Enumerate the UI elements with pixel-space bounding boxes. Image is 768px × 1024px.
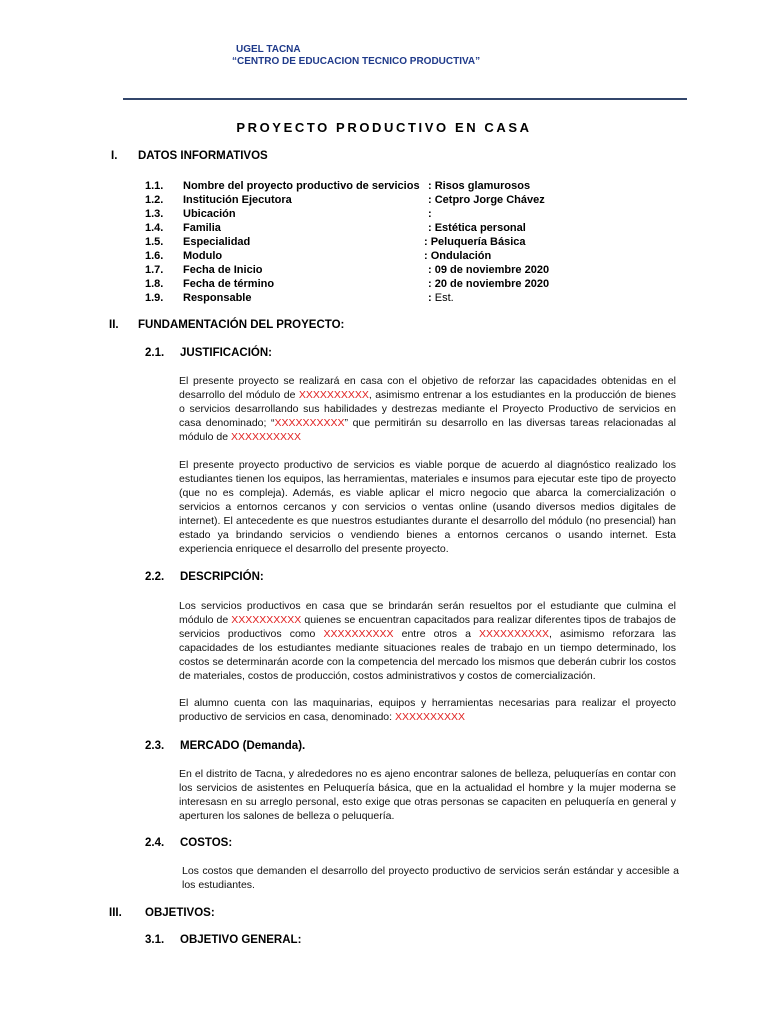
section-1-title: DATOS INFORMATIVOS xyxy=(138,150,268,162)
info-row-number: 1.4. xyxy=(145,222,164,234)
paragraph-text: El alumno cuenta con las maquinarias, equipos y herramientas necesarias para realizar el proyecto productivo de servicios en casa, denominado: xyxy=(179,697,676,723)
info-row-number: 1.3. xyxy=(145,208,164,220)
section-3-number: III. xyxy=(109,907,122,919)
info-row-value: : 09 de noviembre 2020 xyxy=(428,264,550,276)
info-row-number: 1.5. xyxy=(145,236,164,248)
paragraph-text: ” que permitirán su desarrollo en las diversas tareas relacionadas al módulo de xyxy=(179,417,676,443)
info-row-value-colon: : xyxy=(428,292,432,304)
paragraph-text: Los servicios productivos en casa que se brindarán serán resueltos por el estudiante que culmina el módulo de xyxy=(179,600,676,626)
info-row-value: : 20 de noviembre 2020 xyxy=(428,278,550,290)
section-2-number: II. xyxy=(109,319,119,331)
info-table xyxy=(145,179,645,305)
info-row xyxy=(145,235,645,249)
info-row-label: Modulo xyxy=(183,250,223,262)
subsection-2-1-number: 2.1. xyxy=(145,347,165,359)
info-row-value: : Risos glamurosos xyxy=(428,180,531,192)
placeholder-text: XXXXXXXXXX xyxy=(230,431,301,443)
info-row-number: 1.9. xyxy=(145,292,164,304)
info-row-label: Institución Ejecutora xyxy=(183,194,292,206)
subsection-2-2-title: DESCRIPCIÓN: xyxy=(180,571,264,583)
section-1-number: I. xyxy=(111,150,118,162)
info-row-label: Familia xyxy=(183,222,221,234)
justification-paragraph-2: El presente proyecto productivo de servicios es viable porque de acuerdo al diagnóstico realizado los estudiantes tienen los equipos, las herramientas, materiales e insumos para ejecutar este tipo de proyecto (que no es compleja). Además, es viable aplicar el micro negocio que abarca la comercialización o servicios a entornos cercanos y con servicios o ventas online (usando diversos medios digitales de internet). El antecedente es que nuestros estudiantes durante el desarrollo del módulo (no presencial) han estado ya brindando servicios o vendiendo bienes a entornos cercanos o usando internet. Esta experiencia enriquece el desarrollo del presente proyecto. xyxy=(179,459,676,555)
placeholder-text: XXXXXXXXXX xyxy=(394,711,466,723)
section-3-title: OBJETIVOS: xyxy=(145,907,215,919)
subsection-3-1-title: OBJETIVO GENERAL: xyxy=(180,934,302,946)
placeholder-text: XXXXXXXXXX xyxy=(479,628,550,640)
header-divider xyxy=(123,98,687,100)
org-name: UGEL TACNA xyxy=(236,44,301,55)
paragraph-text: El presente proyecto se realizará en casa con el objetivo de reforzar las capacidades obtenidas en el desarrollo del módulo de xyxy=(179,375,676,401)
info-row-label: Responsable xyxy=(183,292,252,304)
info-row-label: Fecha de Inicio xyxy=(183,264,263,276)
paragraph-text: entre otros a xyxy=(393,628,479,640)
info-row-label: Ubicación xyxy=(183,208,236,220)
market-paragraph: En el distrito de Tacna, y alrededores no es ajeno encontrar salones de belleza, peluquerías en contar con los servicios de asistentes en Peluquería básica, que en la actualidad el hombre y la mujer moderna se interesasn en su arreglo personal, esto exige que otras personas se capaciten en peluquería en general y aperturen los salones de belleza o peluquería. xyxy=(179,768,676,822)
paragraph-text: , asimismo reforzara las capacidades de los estudiantes mediante situaciones reales de trabajo en un tiempo determinado, los costos se determinarán acorde con la competencia del mercado los mismos que deberán cubrir los costos de materiales, costos de producción, costos administrativos y costos de comercialización. xyxy=(179,628,676,682)
paragraph-text: quienes se encuentran capacitados para realizar diferentes tipos de trabajos de servicios productivos como xyxy=(179,614,676,640)
info-row-number: 1.1. xyxy=(145,180,164,192)
info-row-number: 1.6. xyxy=(145,250,164,262)
paragraph-text: , asimismo entrenar a los estudiantes en la producción de bienes o servicios desarrollando sus habilidades y destrezas mediante el Proyecto Productivo de servicios en casa denominado; “ xyxy=(179,389,677,429)
info-row-value: : Ondulación xyxy=(424,250,492,262)
info-row-number: 1.2. xyxy=(145,194,164,206)
info-row-label: Especialidad xyxy=(183,236,251,248)
info-row xyxy=(145,249,645,263)
info-row xyxy=(145,277,645,291)
description-paragraph-1 xyxy=(179,599,676,683)
document-title: PROYECTO PRODUCTIVO EN CASA xyxy=(236,120,532,135)
info-row xyxy=(145,193,645,207)
subsection-2-4-number: 2.4. xyxy=(145,837,165,849)
info-row xyxy=(145,179,645,193)
info-row-value: : Estética personal xyxy=(428,222,526,234)
info-row-number: 1.8. xyxy=(145,278,164,290)
info-row-value: : Peluquería Básica xyxy=(424,236,526,248)
costs-paragraph: Los costos que demanden el desarrollo del proyecto productivo de servicios serán estándar y accesible a los estudiantes. xyxy=(182,865,679,891)
info-row-value: : Cetpro Jorge Chávez xyxy=(428,194,545,206)
section-2-title: FUNDAMENTACIÓN DEL PROYECTO: xyxy=(138,319,345,331)
info-row xyxy=(145,207,645,221)
info-row-value: : xyxy=(428,208,432,220)
info-row-label: Nombre del proyecto productivo de servicios xyxy=(183,180,420,192)
placeholder-text: XXXXXXXXXX xyxy=(231,614,302,626)
subsection-2-1-title: JUSTIFICACIÓN: xyxy=(180,347,272,359)
info-row-number: 1.7. xyxy=(145,264,164,276)
placeholder-text: XXXXXXXXXX xyxy=(323,628,394,640)
info-row-value-text: Est. xyxy=(434,292,454,304)
placeholder-text: XXXXXXXXXX xyxy=(274,417,345,429)
center-name: “CENTRO DE EDUCACION TECNICO PRODUCTIVA” xyxy=(232,56,481,67)
info-row-label: Fecha de término xyxy=(183,278,275,290)
info-row xyxy=(145,221,645,235)
info-row xyxy=(145,291,645,305)
placeholder-text: XXXXXXXXXX xyxy=(298,389,369,401)
info-row xyxy=(145,263,645,277)
justification-paragraph-1 xyxy=(179,374,676,444)
subsection-2-2-number: 2.2. xyxy=(145,571,165,583)
subsection-2-3-number: 2.3. xyxy=(145,740,165,752)
info-row-value xyxy=(428,291,454,305)
subsection-2-4-title: COSTOS: xyxy=(180,837,233,849)
subsection-2-3-title: MERCADO (Demanda). xyxy=(180,740,306,752)
description-paragraph-2 xyxy=(179,696,676,724)
subsection-3-1-number: 3.1. xyxy=(145,934,165,946)
